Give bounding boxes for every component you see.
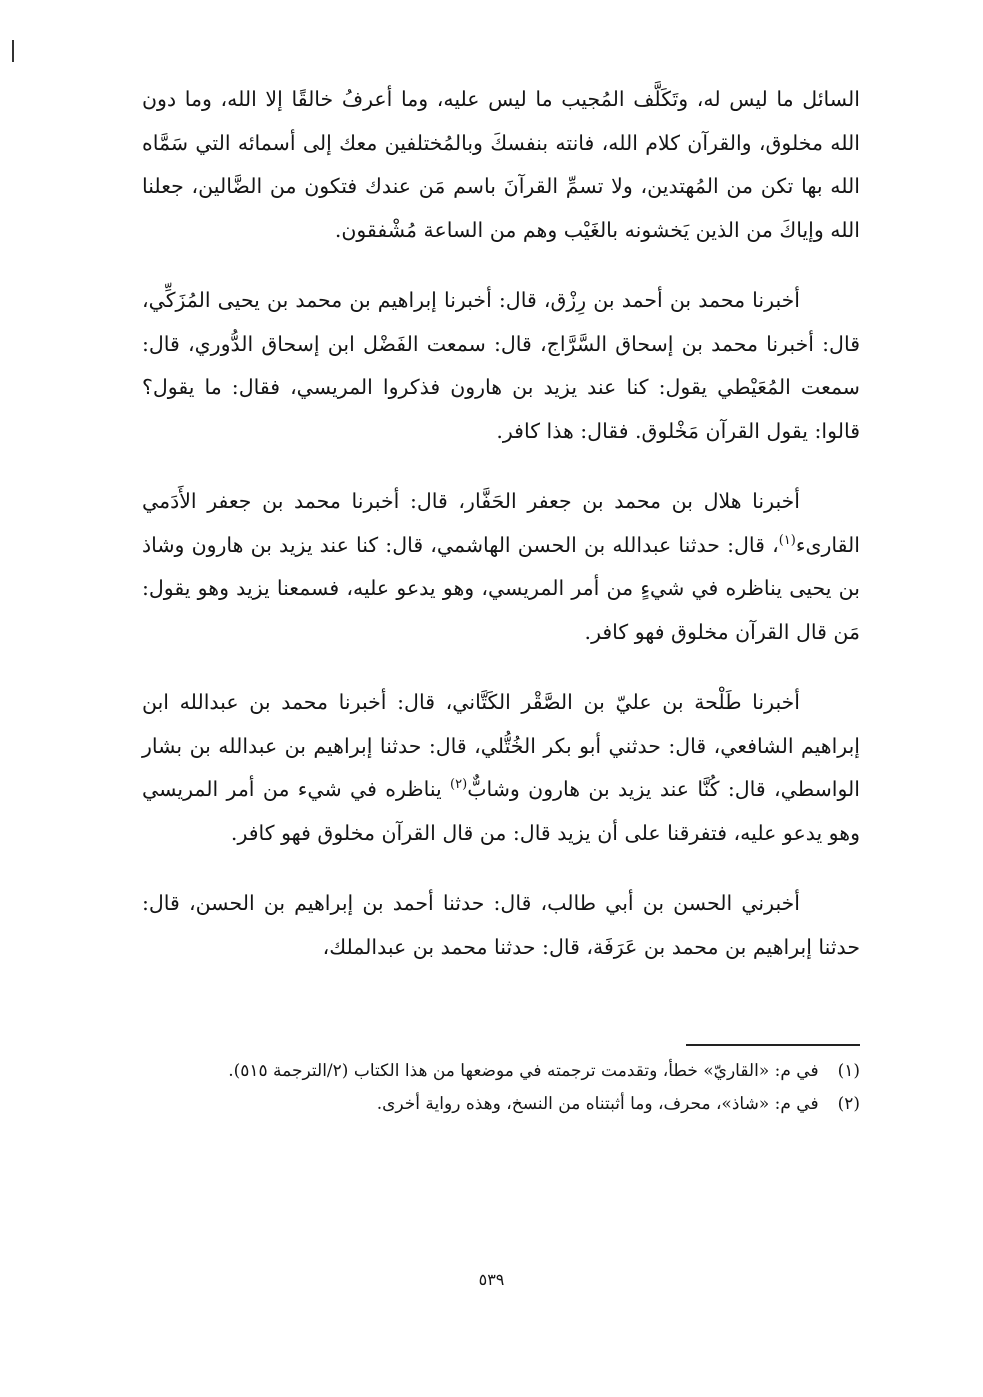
paragraph-3-text-a: أخبرنا هلال بن محمد بن جعفر الحَفَّار، قال: أخبرنا محمد بن جعفر الأَدَمي القارىء: [142, 489, 860, 557]
footnote-2: [142, 1088, 860, 1121]
paragraph-4-text-a: أخبرنا طَلْحة بن عليّ بن الصَّقْر الكَتَّاني، قال: أخبرنا محمد بن عبدالله ابن إبراهيم الشافعي، قال: حدثني أبو بكر الخُتُّلي، قال: حدثنا إبراهيم بن عبدالله بن بشار الواسطي، قال: كُنَّا عند يزيد بن هارون وشابٌّ: [142, 690, 860, 801]
footnote-ref-2: (٢): [450, 777, 468, 793]
footnote-number: (١): [837, 1061, 860, 1081]
footnote-number: (٢): [837, 1094, 860, 1114]
footnote-ref-1: (١): [778, 532, 796, 548]
footnote-divider: [686, 1044, 860, 1046]
footnote-1: [142, 1055, 860, 1088]
paragraph-4: [142, 681, 860, 855]
paragraph-2: أخبرنا محمد بن أحمد بن رِزْق، قال: أخبرنا إبراهيم بن محمد بن يحيى المُزَكِّي، قال: أخبرنا محمد بن إسحاق السَّرَّاج، قال: سمعت الفَضْل ابن إسحاق الدُّوري، قال: سمعت المُعَيْطي يقول: كنا عند يزيد بن هارون فذكروا المريسي، فقال: ما يقول؟ قالوا: يقول القرآن مَخْلوق. فقال: هذا كافر.: [142, 288, 860, 443]
footnotes: [142, 1055, 860, 1121]
paragraph-3: [142, 480, 860, 654]
paragraph-4-text-b: يناظره في شيء من أمر المريسي وهو يدعو عليه، فتفرقنا على أن يزيد قال: من قال القرآن مخلوق فهو كافر.: [142, 777, 860, 845]
footnote-text: في م: «شاذ»، محرف، وما أثبتناه من النسخ، وهذه رواية أخرى.: [376, 1094, 819, 1114]
body-text: [142, 78, 860, 969]
paragraph-5: أخبرني الحسن بن أبي طالب، قال: حدثنا أحمد بن إبراهيم بن الحسن، قال: حدثنا إبراهيم بن محمد بن عَرَفَة، قال: حدثنا محمد بن عبدالملك،: [142, 891, 860, 959]
paragraph-1: السائل ما ليس له، وتَكَلَّف المُجيب ما ليس عليه، وما أعرفُ خالقًا إلا الله، وما دون الله مخلوق، والقرآن كلام الله، فانته بنفسكَ وبالمُختلفين معك إلى أسمائه التي سَمَّاه الله بها تكن من المُهتدين، ولا تسمِّ القرآنَ باسم مَن عندك فتكون من الضَّالين، جعلنا الله وإياكَ من الذين يَخشونه بالغَيْب وهم من الساعة مُشْفقون.: [142, 87, 860, 242]
paragraph-3-text-b: ، قال: حدثنا عبدالله بن الحسن الهاشمي، قال: كنا عند يزيد بن هارون وشاذ بن يحيى يناظره في شيءٍ من أمر المريسي، وهو يدعو عليه، فسمعنا يزيد وهو يقول: مَن قال القرآن مخلوق فهو كافر.: [142, 532, 860, 644]
scan-mark: [12, 40, 14, 62]
page-number: ٥٣٩: [478, 1270, 505, 1289]
footnote-text: في م: «القاريّ» خطأ، وتقدمت ترجمته في موضعها من هذا الكتاب (٢/الترجمة ٥١٥).: [228, 1061, 819, 1081]
